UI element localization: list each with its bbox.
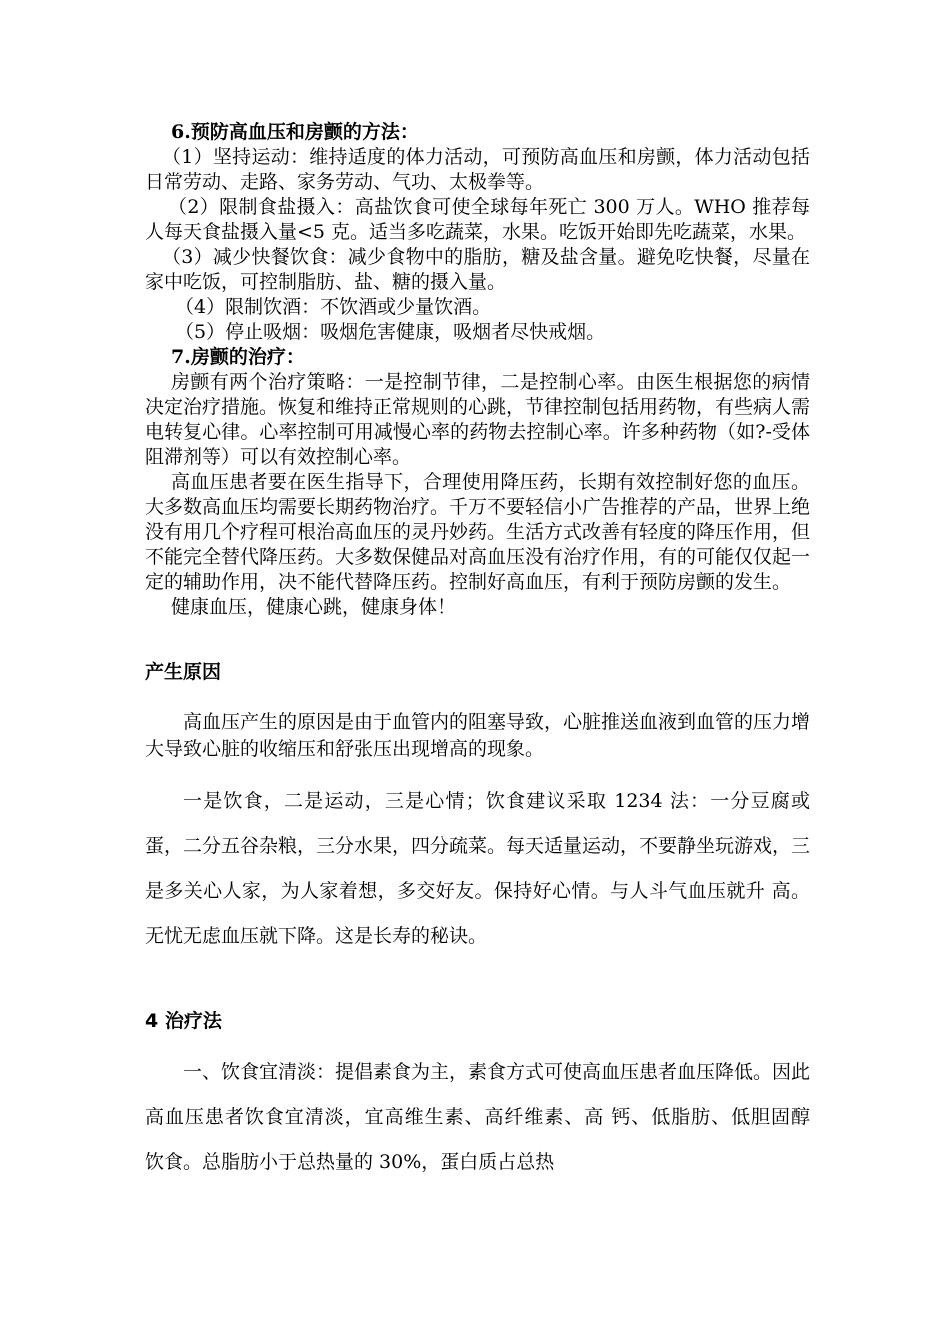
section-6-item-4: （4）限制饮酒：不饮酒或少量饮酒。 [175,296,492,318]
section-7-paragraph-3: 健康血压，健康心跳，健康身体！ [171,596,457,618]
therapy-paragraph-1: 一、饮食宜清淡：提倡素食为主，素食方式可使高血压患者血压降低。因此高血压患者饮食宜清淡，宜高维生素、高纤维素、高 钙、低脂肪、低胆固醇 饮食。总脂肪小于总热量的 30%，蛋白质占总热 [145,1061,830,1173]
section-6-title: 6.预防高血压和房颤的方法： [171,121,419,143]
cause-paragraph-1: 高血压产生的原因是由于血管内的阻塞导致，心脏推送血液到血管的压力增大导致心脏的收缩压和舒张压出现增高的现象。 [145,711,811,760]
section-6-item-3: （3）减少快餐饮食：减少食物中的脂肪，糖及盐含量。避免吃快餐，尽量在家中吃饭，可控制脂肪、盐、糖的摄入量。 [145,246,810,293]
section-6-item-1: （1）坚持运动：维持适度的体力活动，可预防高血压和房颤，体力活动包括日常劳动、走路、家务劳动、气功、太极拳等。 [145,146,810,193]
section-7-title: 7.房颤的治疗： [171,346,305,368]
therapy-section [145,1050,830,1185]
cause-heading: 产生原因 [145,661,222,683]
section-6 [145,120,810,620]
section-6-item-2: （2）限制食盐摄入：高盐饮食可使全球每年死亡 300 万人。WHO 推荐每人每天食盐摄入量<5 克。适当多吃蔬菜，水果。吃饭开始即先吃蔬菜，水果。 [145,196,810,243]
document-page [145,120,830,1185]
cause-paragraph-2: 一是饮食，二是运动，三是心情；饮食建议采取 1234 法：一分豆腐或蛋，二分五谷杂粮，三分水果，四分疏菜。每天适量运动，不要静坐玩游戏，三是多关心人家，为人家着想，多交好友。保持好心情。与人斗气血压就升 高。无忧无虑血压就下降。这是长寿的秘诀。 [145,790,811,947]
section-7-paragraph-2: 高血压患者要在医生指导下，合理使用降压药，长期有效控制好您的血压。大多数高血压均需要长期药物治疗。千万不要轻信小广告推荐的产品，世界上绝没有用几个疗程可根治高血压的灵丹妙药。生活方式改善有轻度的降压作用，但不能完全替代降压药。大多数保健品对高血压没有治疗作用，有的可能仅仅起一定的辅助作用，决不能代替降压药。控制好高血压，有利于预防房颤的发生。 [145,471,811,593]
section-6-item-5: （5）停止吸烟：吸烟危害健康，吸烟者尽快戒烟。 [175,321,606,343]
therapy-heading: 4 治疗法 [145,1010,222,1032]
section-7-paragraph-1: 房颤有两个治疗策略：一是控制节律，二是控制心率。由医生根据您的病情决定治疗措施。恢复和维持正常规则的心跳，节律控制包括用药物，有些病人需电转复心律。心率控制可用减慢心率的药物去控制心率。许多种药物（如?-受体阻滞剂等）可以有效控制心率。 [145,371,811,468]
cause-section [145,709,810,959]
